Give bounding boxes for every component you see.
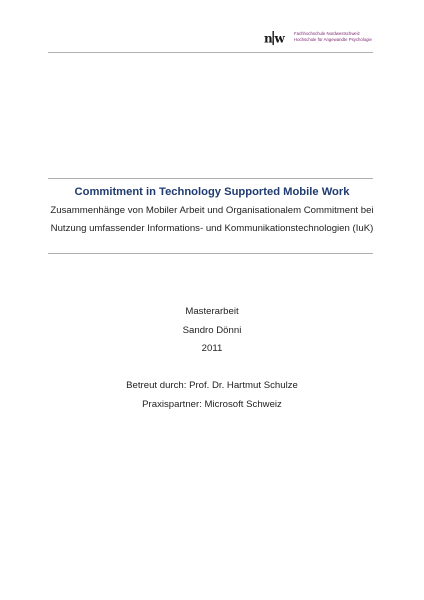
institution-line-1: Fachhochschule Nordwestschweiz (294, 31, 360, 36)
title-block (40, 186, 384, 238)
thesis-type: Masterarbeit (185, 306, 239, 317)
thesis-author: Sandro Dönni (182, 324, 242, 336)
svg-text:n: n (264, 31, 273, 46)
thesis-partner: Praxispartner: Microsoft Schweiz (142, 398, 282, 410)
spacer (60, 359, 364, 378)
thesis-supervisor: Betreut durch: Prof. Dr. Hartmut Schulze (126, 380, 298, 391)
subtitle-line-1: Zusammenhänge von Mobiler Arbeit und Organisationalem Commitment bei (50, 205, 374, 216)
subtitle-line-2: Nutzung umfassender Informations- und Kommunikationstechnologien (IuK) (50, 223, 374, 234)
title-bottom-divider (48, 253, 373, 254)
thesis-title: Commitment in Technology Supported Mobile Work (74, 186, 350, 198)
fhnw-logo-icon (263, 30, 293, 46)
thesis-subtitle (40, 202, 384, 238)
institution-logo (263, 30, 393, 46)
institution-line-2: Hochschule für Angewandte Psychologie (294, 37, 372, 42)
svg-text:w: w (274, 31, 285, 46)
institution-name (294, 31, 372, 43)
title-top-divider (48, 178, 373, 179)
thesis-info (60, 303, 364, 414)
header-divider (48, 52, 373, 53)
thesis-year: 2011 (201, 343, 223, 354)
